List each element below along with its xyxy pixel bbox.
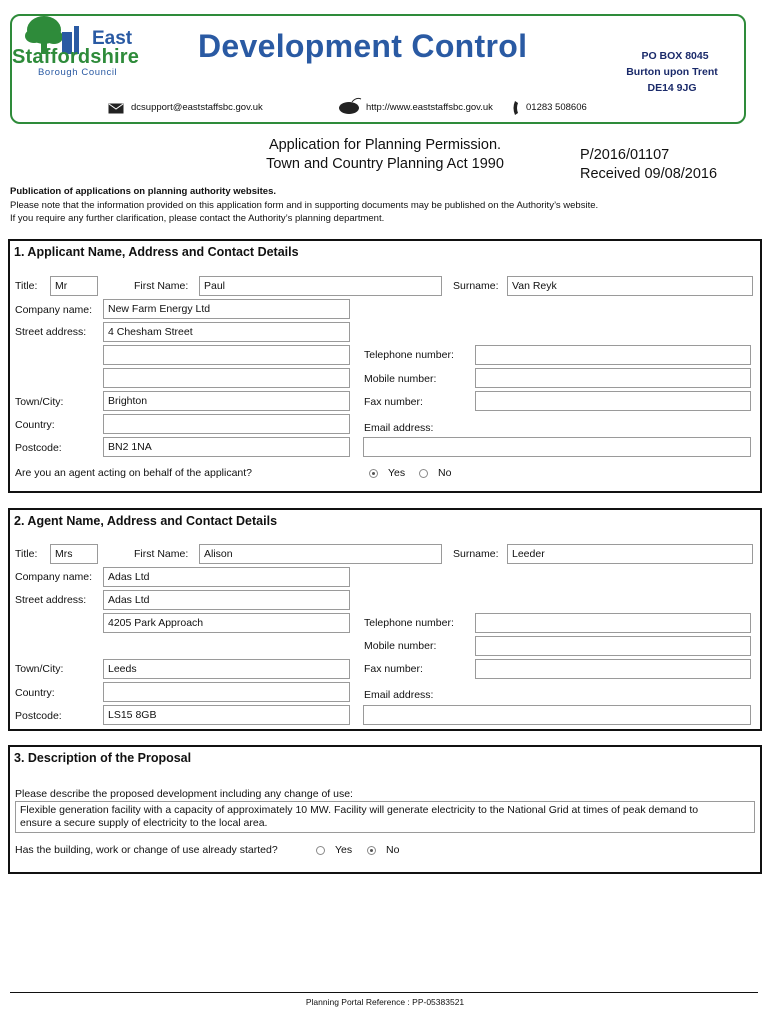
agent-title-label: Title:	[15, 548, 38, 560]
applicant-town-label: Town/City:	[15, 396, 64, 408]
agent-country-label: Country:	[15, 687, 55, 699]
applicant-postcode-field[interactable]: BN2 1NA	[103, 437, 350, 457]
agent-surname-label: Surname:	[453, 548, 499, 560]
logo-borough: Borough Council	[38, 67, 118, 78]
address-town: Burton upon Trent	[626, 66, 718, 78]
proposal-description-field[interactable]	[15, 801, 755, 833]
applicant-fax-label: Fax number:	[364, 396, 423, 408]
started-yes-radio[interactable]	[316, 846, 325, 855]
applicant-telephone-label: Telephone number:	[364, 349, 454, 361]
agent-title-field[interactable]: Mrs	[50, 544, 98, 564]
reference-number: P/2016/01107	[580, 147, 670, 163]
applicant-country-field[interactable]	[103, 414, 350, 434]
applicant-street1-field[interactable]: 4 Chesham Street	[103, 322, 350, 342]
envelope-icon	[108, 103, 124, 114]
applicant-heading: 1. Applicant Name, Address and Contact Details	[14, 245, 299, 259]
application-title-line2: Town and Country Planning Act 1990	[266, 156, 504, 172]
applicant-title-label: Title:	[15, 280, 38, 292]
agent-email-label: Email address:	[364, 689, 434, 701]
proposal-prompt: Please describe the proposed development including any change of use:	[15, 788, 353, 800]
applicant-company-label: Company name:	[15, 304, 93, 316]
applicant-first-name-field[interactable]: Paul	[199, 276, 442, 296]
started-no-label: No	[386, 844, 400, 856]
proposal-heading: 3. Description of the Proposal	[14, 751, 192, 765]
publication-note: Please note that the information provided on this application form and in supporting documents may be published on the Authority’s website.	[10, 200, 599, 211]
agent-mobile-label: Mobile number:	[364, 640, 437, 652]
applicant-email-field[interactable]	[363, 437, 751, 457]
agent-fax-field[interactable]	[475, 659, 751, 679]
applicant-postcode-label: Postcode:	[15, 442, 62, 454]
agent-company-label: Company name:	[15, 571, 93, 583]
applicant-country-label: Country:	[15, 419, 55, 431]
agent-postcode-field[interactable]: LS15 8GB	[103, 705, 350, 725]
agent-surname-field[interactable]: Leeder	[507, 544, 753, 564]
applicant-town-field[interactable]: Brighton	[103, 391, 350, 411]
footer-divider	[10, 992, 758, 993]
applicant-surname-label: Surname:	[453, 280, 499, 292]
planning-portal-reference: Planning Portal Reference : PP-05383521	[305, 997, 465, 1007]
applicant-first-name-label: First Name:	[134, 280, 189, 292]
agent-fax-label: Fax number:	[364, 663, 423, 675]
agent-heading: 2. Agent Name, Address and Contact Details	[14, 514, 278, 528]
logo-staffordshire: Staffordshire	[12, 46, 140, 68]
phone-number: 01283 508606	[526, 102, 587, 113]
application-title	[230, 136, 540, 174]
started-question: Has the building, work or change of use already started?	[15, 844, 278, 856]
logo-east: East	[92, 28, 133, 49]
proposal-description-line2: ensure a secure supply of electricity to the local area.	[20, 817, 268, 829]
applicant-mobile-label: Mobile number:	[364, 373, 437, 385]
page-title: Development Control	[198, 28, 528, 64]
website-link[interactable]: http://www.eaststaffsbc.gov.uk	[366, 102, 493, 113]
agent-street1-field[interactable]: Adas Ltd	[103, 590, 350, 610]
agent-yes-label: Yes	[388, 467, 406, 479]
phone-icon	[512, 100, 522, 116]
applicant-telephone-field[interactable]	[475, 345, 751, 365]
agent-company-field[interactable]: Adas Ltd	[103, 567, 350, 587]
mouse-icon	[338, 97, 362, 115]
agent-first-name-label: First Name:	[134, 548, 189, 560]
agent-telephone-label: Telephone number:	[364, 617, 454, 629]
agent-email-field[interactable]	[363, 705, 751, 725]
agent-town-label: Town/City:	[15, 663, 64, 675]
agent-first-name-field[interactable]: Alison	[199, 544, 442, 564]
address-postcode: DE14 9JG	[647, 82, 697, 94]
agent-postcode-label: Postcode:	[15, 710, 62, 722]
proposal-description-line1: Flexible generation facility with a capacity of approximately 10 MW. Facility will generate electricity to the National Grid at times of peak demand to	[20, 804, 699, 816]
publication-clarification: If you require any further clarification, please contact the Authority’s planning department.	[10, 213, 385, 224]
applicant-mobile-field[interactable]	[475, 368, 751, 388]
po-box: PO BOX 8045	[641, 50, 709, 62]
agent-telephone-field[interactable]	[475, 613, 751, 633]
agent-town-field[interactable]: Leeds	[103, 659, 350, 679]
agent-street-label: Street address:	[15, 594, 87, 606]
email-link[interactable]: dcsupport@eaststaffsbc.gov.uk	[131, 102, 263, 113]
applicant-street-label: Street address:	[15, 326, 87, 338]
reference-block	[580, 146, 717, 184]
applicant-fax-field[interactable]	[475, 391, 751, 411]
applicant-street2-field[interactable]	[103, 345, 350, 365]
applicant-title-field[interactable]: Mr	[50, 276, 98, 296]
agent-no-label: No	[438, 467, 452, 479]
agent-street2-field[interactable]: 4205 Park Approach	[103, 613, 350, 633]
applicant-email-label: Email address:	[364, 422, 434, 434]
received-date: Received 09/08/2016	[580, 166, 718, 182]
application-title-line1: Application for Planning Permission.	[268, 137, 502, 153]
applicant-surname-field[interactable]: Van Reyk	[507, 276, 753, 296]
applicant-company-field[interactable]: New Farm Energy Ltd	[103, 299, 350, 319]
publication-heading: Publication of applications on planning authority websites.	[10, 186, 277, 197]
started-yes-label: Yes	[335, 844, 353, 856]
agent-country-field[interactable]	[103, 682, 350, 702]
started-no-radio[interactable]	[367, 846, 376, 855]
agent-yes-radio[interactable]	[369, 469, 378, 478]
agent-no-radio[interactable]	[419, 469, 428, 478]
applicant-street3-field[interactable]	[103, 368, 350, 388]
agent-question: Are you an agent acting on behalf of the applicant?	[15, 467, 253, 479]
agent-mobile-field[interactable]	[475, 636, 751, 656]
